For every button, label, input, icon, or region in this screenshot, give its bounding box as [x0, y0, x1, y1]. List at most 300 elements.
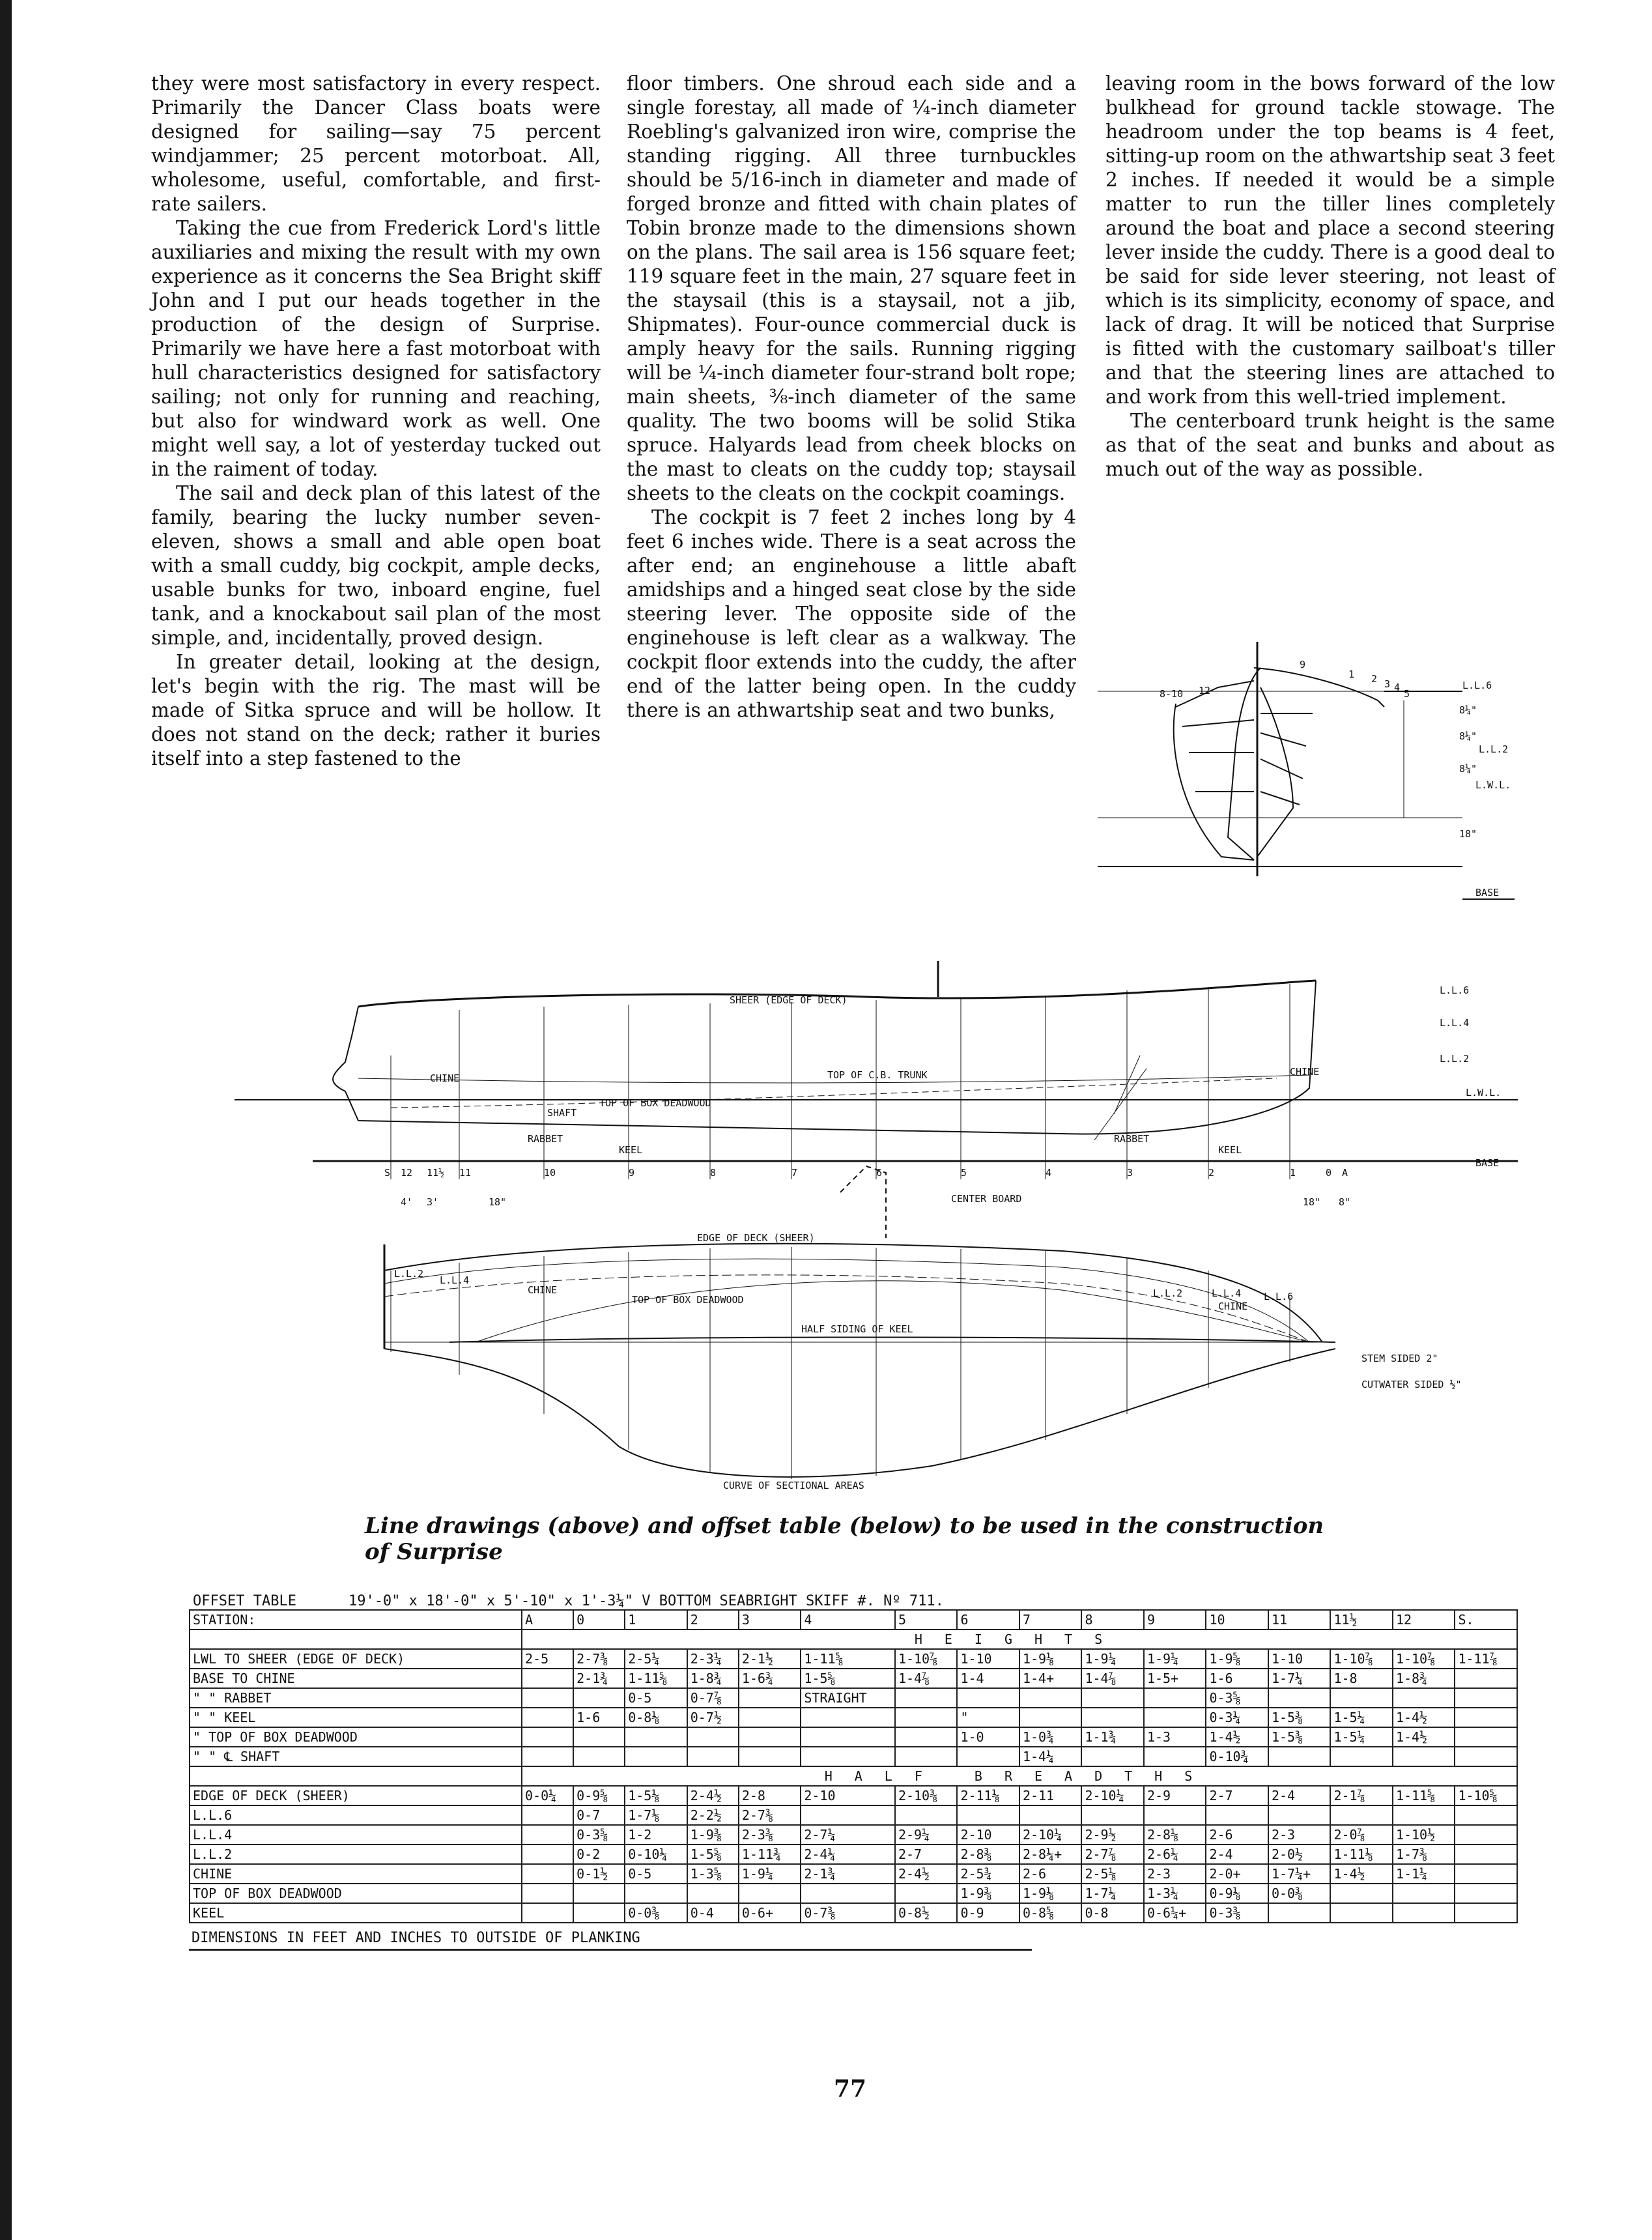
table-cell: 0-9 [957, 1903, 1019, 1923]
table-cell [1455, 1747, 1517, 1766]
table-cell [1144, 1805, 1206, 1825]
station-number: 7 [791, 1167, 798, 1179]
row-label: " TOP OF BOX DEADWOOD [190, 1727, 522, 1747]
table-cell: 1-7¼+ [1268, 1864, 1331, 1884]
table-cell: 2-3 [1144, 1864, 1206, 1884]
table-cell: 1-11⅝ [1393, 1786, 1455, 1805]
table-cell: 0-10¼ [625, 1845, 687, 1864]
drawing-label: CHINE [430, 1072, 460, 1084]
table-cell: 2-4½ [895, 1864, 958, 1884]
table-cell: 1-6 [573, 1708, 625, 1727]
section-heading: HALF BREADTHS [522, 1766, 1517, 1786]
table-cell: 2-6 [1206, 1825, 1268, 1845]
station-number: 11½ [427, 1167, 445, 1179]
table-cell [957, 1747, 1019, 1766]
table-cell: 0 [573, 1610, 625, 1630]
table-cell: 1-4 [957, 1669, 1019, 1688]
table-cell [895, 1747, 958, 1766]
table-cell [1330, 1688, 1393, 1708]
table-cell: 8 [1081, 1610, 1144, 1630]
table-cell: 1-10½ [1393, 1825, 1455, 1845]
row-label: STATION: [190, 1610, 522, 1630]
table-cell [522, 1708, 573, 1727]
table-cell [522, 1884, 573, 1903]
table-cell [625, 1727, 687, 1747]
table-cell: 2-3⅜ [739, 1825, 801, 1845]
table-cell [739, 1708, 801, 1727]
table-cell [687, 1747, 739, 1766]
row-label: " " RABBET [190, 1688, 522, 1708]
station-number: 1 [1290, 1167, 1296, 1179]
table-cell: 2-1⅞ [1330, 1786, 1393, 1805]
table-row [190, 1688, 1517, 1708]
table-cell [1081, 1747, 1144, 1766]
table-cell [522, 1903, 573, 1923]
table-cell: 5 [895, 1610, 958, 1630]
table-cell [895, 1688, 958, 1708]
table-cell: 2 [687, 1610, 739, 1630]
paragraph: Taking the cue from Frederick Lord's little auxiliaries and mixing the result with my own experience as it concerns the Sea Bright skiff John and I put our heads together in the production of the design of Surprise. Primarily we have here a fast motorboat with hull characteristics designed for satisfactory sailing; not only for running and reaching, but also for windward work as well. One might well say, a lot of yesterday tucked out in the raiment of today. [151, 217, 601, 480]
table-cell: A [522, 1610, 573, 1630]
table-cell: 2-7 [1206, 1786, 1268, 1805]
table-cell [1019, 1708, 1082, 1727]
table-cell: 2-10 [801, 1786, 895, 1805]
drawing-label: CURVE OF SECTIONAL AREAS [723, 1480, 864, 1491]
table-cell: 1-11⅝ [801, 1649, 895, 1669]
table-cell [1268, 1688, 1331, 1708]
table-cell [895, 1884, 958, 1903]
table-cell [1019, 1688, 1082, 1708]
table-cell [522, 1864, 573, 1884]
table-cell [573, 1884, 625, 1903]
table-cell: 1-8¾ [687, 1669, 739, 1688]
table-cell: 1-0¾ [1019, 1727, 1082, 1747]
table-cell: 2-8⅜ [957, 1845, 1019, 1864]
table-cell: 1-10⅞ [895, 1649, 958, 1669]
table-cell [801, 1805, 895, 1825]
section-label: 8¼" [1459, 763, 1477, 775]
drawing-label: L.L.4 [440, 1274, 470, 1286]
section-label: 8¼" [1459, 704, 1477, 716]
drawing-label: STEM SIDED 2" [1361, 1353, 1438, 1364]
table-cell: 9 [1144, 1610, 1206, 1630]
table-cell: 1-4½ [1206, 1727, 1268, 1747]
station-number: S [384, 1167, 391, 1179]
table-cell [1081, 1688, 1144, 1708]
table-row [190, 1786, 1517, 1805]
station-number: 2 [1208, 1167, 1215, 1179]
row-label: TOP OF BOX DEADWOOD [190, 1884, 522, 1903]
table-cell [522, 1747, 573, 1766]
table-cell: 2-5¼ [625, 1649, 687, 1669]
table-cell [1268, 1903, 1331, 1923]
paragraph: The centerboard trunk height is the same as that of the seat and bunks and about as much out of the way as possible. [1105, 410, 1555, 480]
table-cell: 2-7⅞ [1081, 1845, 1144, 1864]
table-cell [957, 1688, 1019, 1708]
text-column-2 [627, 72, 1076, 723]
station-number: 10 [544, 1167, 556, 1179]
table-cell: 1-4⅞ [895, 1669, 958, 1688]
table-cell [1330, 1903, 1393, 1923]
station-number: 2 [1371, 673, 1378, 685]
table-cell [687, 1727, 739, 1747]
table-row [190, 1884, 1517, 1903]
heights-heading-row [190, 1630, 1517, 1649]
table-cell [801, 1884, 895, 1903]
table-cell [1144, 1747, 1206, 1766]
table-cell: 12 [1393, 1610, 1455, 1630]
table-cell [1393, 1805, 1455, 1825]
page-number: 77 [833, 2075, 867, 2103]
table-cell: 0-1½ [573, 1864, 625, 1884]
text-column-1 [151, 72, 601, 771]
table-cell: 2-7 [895, 1845, 958, 1864]
table-cell: 0-3⅜ [1206, 1903, 1268, 1923]
offset-table-title: OFFSET TABLE [193, 1593, 296, 1609]
table-cell: 2-8⅛ [1144, 1825, 1206, 1845]
table-cell [1455, 1669, 1517, 1688]
table-cell: 1-10⅝ [1455, 1786, 1517, 1805]
station-spacing: 3' [427, 1196, 439, 1208]
table-cell: 11½ [1330, 1610, 1393, 1630]
table-cell: 2-9½ [1081, 1825, 1144, 1845]
row-label: BASE TO CHINE [190, 1669, 522, 1688]
table-cell: 0-6+ [739, 1903, 801, 1923]
breadths-heading-row [190, 1766, 1517, 1786]
row-label: LWL TO SHEER (EDGE OF DECK) [190, 1649, 522, 1669]
table-cell [1330, 1747, 1393, 1766]
station-number: 8 [710, 1167, 717, 1179]
table-cell: 2-7¼ [801, 1825, 895, 1845]
table-cell: 0-7½ [687, 1708, 739, 1727]
table-cell: 0-9⅝ [573, 1786, 625, 1805]
table-cell: 0-5 [625, 1688, 687, 1708]
table-cell: 1-4¼ [1019, 1747, 1082, 1766]
table-cell: 4 [801, 1610, 895, 1630]
table-cell: 2-1¾ [573, 1669, 625, 1688]
table-cell [1330, 1884, 1393, 1903]
station-number: 4 [1394, 682, 1401, 693]
offset-table [189, 1590, 1518, 1951]
station-number: 1 [1348, 668, 1355, 680]
station-number: 3 [1127, 1167, 1133, 1179]
table-cell: 2-1½ [739, 1649, 801, 1669]
table-cell: 1-9⅜ [957, 1884, 1019, 1903]
table-cell: 1-1¾ [1081, 1727, 1144, 1747]
paragraph: leaving room in the bows forward of the low bulkhead for ground tackle stowage. The headroom under the top beams is 4 feet, sitting-up room on the athwartship seat 3 feet 2 inches. If needed it would be a simple matter to run the tiller lines completely around the boat and place a second steering lever inside the cuddy. There is a good deal to be said for side lever steering, not least of which is its simplicity, economy of space, and lack of drag. It will be noticed that Surprise is fitted with the customary sailboat's tiller and that the steering lines are attached to and work from this well-tried implement. [1105, 72, 1555, 408]
station-number: 9 [629, 1167, 635, 1179]
table-cell: 2-9¼ [895, 1825, 958, 1845]
table-cell: 3 [739, 1610, 801, 1630]
row-label: L.L.2 [190, 1845, 522, 1864]
station-number: 9 [1300, 659, 1306, 670]
table-cell: 0-8 [1081, 1903, 1144, 1923]
drawing-label: CENTER BOARD [951, 1193, 1022, 1205]
table-cell [573, 1747, 625, 1766]
table-cell: 1-5+ [1144, 1669, 1206, 1688]
table-cell [1081, 1805, 1144, 1825]
station-spacing: 8" [1339, 1196, 1351, 1208]
table-row [190, 1669, 1517, 1688]
drawing-label: EDGE OF DECK (SHEER) [697, 1232, 815, 1244]
table-cell [1144, 1708, 1206, 1727]
table-cell: 1-4⅞ [1081, 1669, 1144, 1688]
table-cell [687, 1884, 739, 1903]
table-cell [522, 1805, 573, 1825]
table-cell: 1-10 [957, 1649, 1019, 1669]
table-cell: 1-10⅞ [1330, 1649, 1393, 1669]
table-cell: 2-11 [1019, 1786, 1082, 1805]
table-cell [1393, 1688, 1455, 1708]
table-cell: 0-8⅛ [625, 1708, 687, 1727]
table-cell: 2-10 [957, 1825, 1019, 1845]
table-cell: 1-5¼ [1330, 1708, 1393, 1727]
row-label: L.L.6 [190, 1805, 522, 1825]
drawing-label: L.L.4 [1212, 1287, 1242, 1299]
section-label: 8¼" [1459, 730, 1477, 742]
station-number: 5 [1404, 688, 1410, 700]
table-cell: 1-5⅝ [687, 1845, 739, 1864]
table-cell: 1-4+ [1019, 1669, 1082, 1688]
table-cell [1393, 1747, 1455, 1766]
table-cell: 1-6 [1206, 1669, 1268, 1688]
table-cell: 1-4½ [1393, 1708, 1455, 1727]
table-cell: 1-9⅝ [1206, 1649, 1268, 1669]
table-cell: S. [1455, 1610, 1517, 1630]
table-cell: 1-9¼ [739, 1864, 801, 1884]
table-cell: 2-10⅜ [895, 1786, 958, 1805]
figure-caption: Line drawings (above) and offset table (below) to be used in the construction of Surprise [365, 1513, 1324, 1565]
table-cell: 1-11⅝ [625, 1669, 687, 1688]
station-spacing: 18" [489, 1196, 507, 1208]
station-number: 4 [1046, 1167, 1052, 1179]
table-cell: 1-11⅛ [1330, 1845, 1393, 1864]
table-cell [1455, 1864, 1517, 1884]
table-cell: 0-10¾ [1206, 1747, 1268, 1766]
lines-plan-drawing [85, 958, 1557, 1505]
offset-table-heading [189, 1590, 1518, 1609]
row-label: EDGE OF DECK (SHEER) [190, 1786, 522, 1805]
table-cell: 0-7 [573, 1805, 625, 1825]
drawing-label: L.L.2 [1153, 1287, 1183, 1299]
table-cell: 0-0¼ [522, 1786, 573, 1805]
table-cell: 2-3¼ [687, 1649, 739, 1669]
section-label: L.L.6 [1462, 680, 1492, 691]
table-cell: 0-4 [687, 1903, 739, 1923]
row-label: " " KEEL [190, 1708, 522, 1727]
table-cell: 1-4½ [1393, 1727, 1455, 1747]
drawing-label: L.L.6 [1440, 984, 1470, 996]
table-row [190, 1903, 1517, 1923]
table-cell: 1-5⅜ [1268, 1708, 1331, 1727]
drawing-label: TOP OF C.B. TRUNK [827, 1069, 928, 1081]
table-cell: 2-2½ [687, 1805, 739, 1825]
drawing-label: HALF SIDING OF KEEL [801, 1323, 913, 1335]
table-cell: 1-10 [1268, 1649, 1331, 1669]
drawing-label: L.L.4 [1440, 1017, 1470, 1029]
table-cell [1455, 1825, 1517, 1845]
table-cell: 1-5⅝ [801, 1669, 895, 1688]
station-number: A [1342, 1167, 1348, 1179]
table-cell [573, 1727, 625, 1747]
table-cell [1455, 1903, 1517, 1923]
table-cell [522, 1825, 573, 1845]
table-cell: 1-11¾ [739, 1845, 801, 1864]
table-cell [739, 1747, 801, 1766]
table-cell: 1-2 [625, 1825, 687, 1845]
body-section-drawing [1098, 642, 1541, 922]
drawing-label: RABBET [528, 1133, 563, 1145]
table-cell [895, 1727, 958, 1747]
drawing-label: CHINE [528, 1284, 558, 1296]
paragraph: The cockpit is 7 feet 2 inches long by 4 feet 6 inches wide. There is a seat across the after end; an enginehouse a little abaft amidships and a hinged seat close by the side steering lever. The opposite side of the enginehouse is left clear as a walkway. The cockpit floor extends into the cuddy, the after end of the latter being open. In the cuddy there is an athwartship seat and two bunks, [627, 506, 1076, 721]
station-number: 8-10 [1160, 688, 1184, 700]
station-number: 0 [1326, 1167, 1332, 1179]
table-cell: 1-9⅜ [687, 1825, 739, 1845]
table-cell [801, 1727, 895, 1747]
table-cell [522, 1727, 573, 1747]
table-cell: 1-9⅛ [1019, 1649, 1082, 1669]
table-cell [573, 1903, 625, 1923]
text-column-3 [1105, 72, 1555, 481]
row-label [190, 1630, 522, 1649]
table-cell: 0-7⅞ [687, 1688, 739, 1708]
table-cell [522, 1845, 573, 1864]
table-cell [895, 1708, 958, 1727]
table-cell: 2-5¾ [957, 1864, 1019, 1884]
table-cell [957, 1805, 1019, 1825]
row-label: " " ℄ SHAFT [190, 1747, 522, 1766]
table-row [190, 1649, 1517, 1669]
table-cell [1455, 1845, 1517, 1864]
drawing-label: SHAFT [547, 1107, 577, 1119]
row-label: KEEL [190, 1903, 522, 1923]
drawing-label: L.L.6 [1264, 1291, 1294, 1302]
table-cell: 2-1¾ [801, 1864, 895, 1884]
table-cell: 1-3 [1144, 1727, 1206, 1747]
station-spacing: 18" [1303, 1196, 1321, 1208]
table-cell: 1-11⅞ [1455, 1649, 1517, 1669]
row-label [190, 1766, 522, 1786]
table-cell [625, 1884, 687, 1903]
table-cell: 2-4 [1268, 1786, 1331, 1805]
table-cell [1268, 1805, 1331, 1825]
table-cell: 1-8¾ [1393, 1669, 1455, 1688]
table-row [190, 1825, 1517, 1845]
paragraph: The sail and deck plan of this latest of the family, bearing the lucky number seven-eleven, shows a small and able open boat with a small cuddy, big cockpit, ample decks, usable bunks for two, inboard engine, fuel tank, and a knockabout sail plan of the most simple, and, incidentally, proved design. [151, 482, 601, 649]
table-cell: 10 [1206, 1610, 1268, 1630]
section-label: BASE [1475, 887, 1500, 898]
section-heading: HEIGHTS [522, 1630, 1517, 1649]
table-cell: 2-4 [1206, 1845, 1268, 1864]
table-cell: 1-8 [1330, 1669, 1393, 1688]
table-cell: 2-10¼ [1019, 1825, 1082, 1845]
table-cell: 1-1¼ [1393, 1864, 1455, 1884]
drawing-label: L.W.L. [1466, 1087, 1502, 1098]
paragraph: In greater detail, looking at the design, let's begin with the rig. The mast will be made of Sitka spruce and will be hollow. It does not stand on the deck; rather it buries itself into a step fastened to the [151, 651, 601, 769]
table-cell: 1-6¾ [739, 1669, 801, 1688]
drawing-label: TOP OF BOX DEADWOOD [632, 1294, 744, 1306]
table-cell: STRAIGHT [801, 1688, 895, 1708]
table-cell: 2-3 [1268, 1825, 1331, 1845]
drawing-label: CUTWATER SIDED ½" [1361, 1379, 1462, 1390]
table-cell: 2-0⅞ [1330, 1825, 1393, 1845]
table-cell: 1-7¼ [1268, 1669, 1331, 1688]
table-cell: 11 [1268, 1610, 1331, 1630]
section-label: L.W.L. [1475, 779, 1511, 791]
table-cell: 1-3¼ [1144, 1884, 1206, 1903]
table-row [190, 1708, 1517, 1727]
table-cell: 2-4½ [687, 1786, 739, 1805]
paragraph: floor timbers. One shroud each side and a single forestay, all made of ¼-inch diameter Roebling's galvanized iron wire, comprise the standing rigging. All three turnbuckles should be 5/16-inch in diameter and made of forged bronze and fitted with chain plates of Tobin bronze made to the dimensions shown on the plans. The sail area is 156 square feet; 119 square feet in the main, 27 square feet in the staysail (this is a staysail, not a jib, Shipmates). Four-ounce commercial duck is amply heavy for the sails. Running rigging will be ¼-inch diameter four-strand bolt rope; main sheets, ⅜-inch diameter of the same quality. The two booms will be solid Stika spruce. Halyards lead from cheek blocks on the mast to cleats on the cuddy top; staysail sheets to the cleats on the cockpit coamings. [627, 72, 1076, 504]
station-number: 12 [1199, 685, 1211, 696]
table-cell: 1-5¼ [1330, 1727, 1393, 1747]
table-cell: 2-0½ [1268, 1845, 1331, 1864]
offset-table-grid [189, 1609, 1518, 1923]
table-row [190, 1805, 1517, 1825]
station-row [190, 1610, 1517, 1630]
table-cell [801, 1708, 895, 1727]
table-cell [1455, 1805, 1517, 1825]
table-cell [1455, 1688, 1517, 1708]
table-cell: 2-5⅛ [1081, 1864, 1144, 1884]
table-cell: 1-9⅛ [1019, 1884, 1082, 1903]
table-row [190, 1727, 1517, 1747]
table-cell: 2-7⅜ [573, 1649, 625, 1669]
station-number: 12 [401, 1167, 413, 1179]
table-cell [801, 1747, 895, 1766]
table-cell [1268, 1747, 1331, 1766]
table-cell [1455, 1884, 1517, 1903]
table-cell: 2-7⅜ [739, 1805, 801, 1825]
table-row [190, 1747, 1517, 1766]
table-cell: 1-7⅛ [625, 1805, 687, 1825]
station-number: 6 [876, 1167, 883, 1179]
table-cell [522, 1669, 573, 1688]
offset-table-spec: 19'-0" x 18'-0" x 5'-10" x 1'-3¼" V BOTTOM SEABRIGHT SKIFF #. Nº 711. [348, 1593, 944, 1609]
station-number: 3 [1384, 678, 1391, 690]
table-cell [1330, 1805, 1393, 1825]
drawing-label: KEEL [1218, 1144, 1242, 1156]
table-cell: 0-6¼+ [1144, 1903, 1206, 1923]
table-cell [739, 1884, 801, 1903]
table-cell: 2-11⅛ [957, 1786, 1019, 1805]
row-label: L.L.4 [190, 1825, 522, 1845]
table-cell: 1-5⅛ [625, 1786, 687, 1805]
table-cell: 0-3⅝ [1206, 1688, 1268, 1708]
table-cell: 1-9¼ [1081, 1649, 1144, 1669]
table-cell: 2-8 [739, 1786, 801, 1805]
table-cell [522, 1688, 573, 1708]
table-cell: 0-7⅜ [801, 1903, 895, 1923]
table-cell: 1-10⅞ [1393, 1649, 1455, 1669]
table-cell: 0-5 [625, 1864, 687, 1884]
table-cell [739, 1688, 801, 1708]
table-cell: 0-3¼ [1206, 1708, 1268, 1727]
table-cell: 7 [1019, 1610, 1082, 1630]
table-cell [1393, 1884, 1455, 1903]
table-cell [1455, 1727, 1517, 1747]
drawing-label: TOP OF BOX DEADWOOD [599, 1097, 711, 1109]
drawing-label: L.L.2 [394, 1268, 424, 1280]
drawing-label: BASE [1475, 1157, 1500, 1169]
drawing-label: L.L.2 [1440, 1053, 1470, 1065]
table-cell: 1 [625, 1610, 687, 1630]
table-cell: 2-6¼ [1144, 1845, 1206, 1864]
table-cell [739, 1727, 801, 1747]
table-cell: 0-0⅜ [625, 1903, 687, 1923]
table-cell: 1-0 [957, 1727, 1019, 1747]
